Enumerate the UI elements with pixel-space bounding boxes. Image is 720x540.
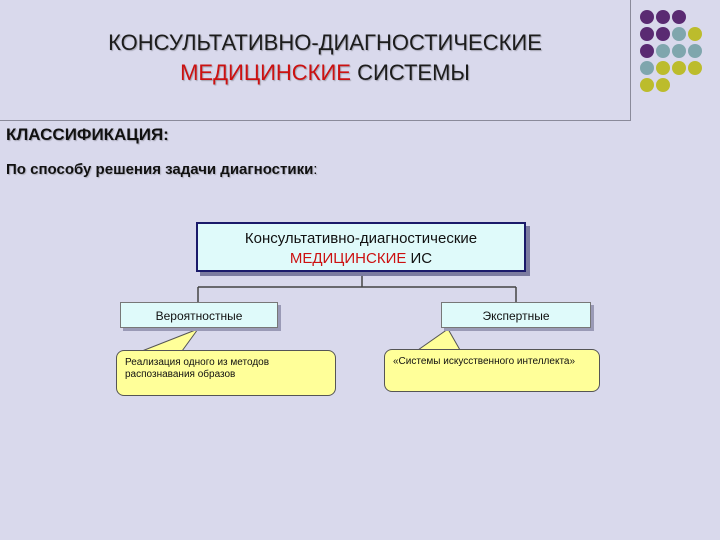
subsection-colon: : (313, 161, 318, 178)
title-line-1: КОНСУЛЬТАТИВНО-ДИАГНОСТИЧЕСКИЕ (108, 30, 542, 55)
callout-pointer-right (418, 329, 460, 350)
section-heading: КЛАССИФИКАЦИЯ: (6, 125, 169, 144)
title-highlight: МЕДИЦИНСКИЕ (180, 60, 351, 85)
callout-probabilistic: Реализация одного из методов распознавания образов (116, 350, 336, 396)
root-node-line-1: Консультативно-диагностические (244, 230, 478, 247)
callout-pointer-left (142, 329, 198, 351)
root-node-line-2 (198, 249, 524, 269)
node-expert: Экспертные (441, 302, 591, 328)
title-rest: СИСТЕМЫ (351, 60, 470, 85)
root-node (196, 222, 526, 272)
subsection-text: По способу решения задачи диагностики (6, 161, 314, 178)
node-probabilistic: Вероятностные (120, 302, 278, 328)
root-node-highlight: МЕДИЦИНСКИЕ (289, 250, 407, 267)
callout-expert: «Системы искусственного интеллекта» (384, 349, 600, 392)
root-node-rest: ИС (406, 250, 433, 267)
